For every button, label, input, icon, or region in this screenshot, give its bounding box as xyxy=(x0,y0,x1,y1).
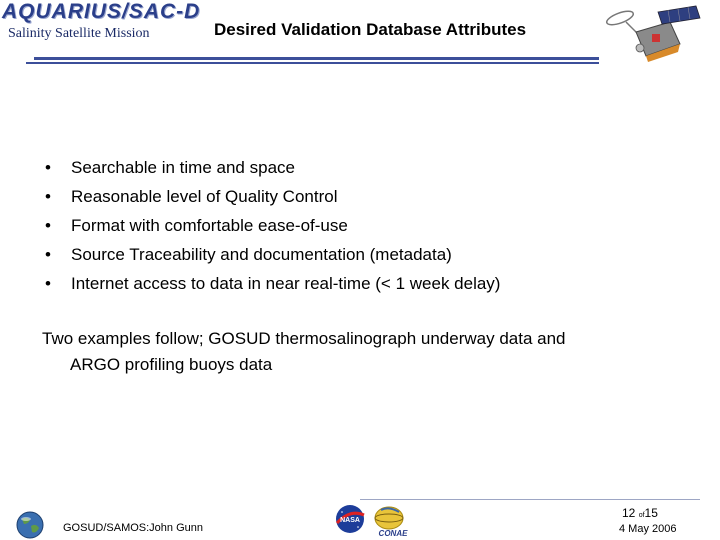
svg-text:NASA: NASA xyxy=(340,517,360,524)
bullet-icon: • xyxy=(45,216,51,235)
svg-text:CONAE: CONAE xyxy=(378,529,408,538)
list-item: • Internet access to data in near real-time (< 1 week delay) xyxy=(45,269,500,298)
list-item: • Reasonable level of Quality Control xyxy=(45,182,500,211)
footer-date: 4 May 2006 xyxy=(619,523,677,535)
bullet-icon: • xyxy=(45,158,51,177)
examples-paragraph xyxy=(42,326,682,378)
list-item: • Format with comfortable ease-of-use xyxy=(45,211,500,240)
conae-logo-icon xyxy=(371,504,417,538)
bullet-icon: • xyxy=(45,245,51,264)
list-item: • Searchable in time and space xyxy=(45,153,500,182)
bullet-icon: • xyxy=(45,187,51,206)
slide-title: Desired Validation Database Attributes xyxy=(214,20,527,39)
aquarius-logo: AQUARIUS/SAC-D xyxy=(2,0,201,23)
list-item: • Source Traceability and documentation (metadata) xyxy=(45,240,500,269)
attribute-list xyxy=(45,153,500,298)
nasa-logo-icon xyxy=(333,503,367,535)
footer-rule xyxy=(360,499,700,500)
mission-subtitle: Salinity Satellite Mission xyxy=(8,26,150,41)
bullet-icon: • xyxy=(45,274,51,293)
footer-author: GOSUD/SAMOS:John Gunn xyxy=(63,522,203,534)
paragraph-line-1: Two examples follow; GOSUD thermosalinograph underway data and xyxy=(42,329,566,348)
globe-icon xyxy=(14,510,46,540)
paragraph-line-2: ARGO profiling buoys data xyxy=(70,355,273,374)
page-number: 12 of15 xyxy=(622,506,658,520)
header-rule-bottom xyxy=(26,62,599,64)
header-rule-top xyxy=(34,57,599,60)
satellite-icon xyxy=(600,4,718,64)
